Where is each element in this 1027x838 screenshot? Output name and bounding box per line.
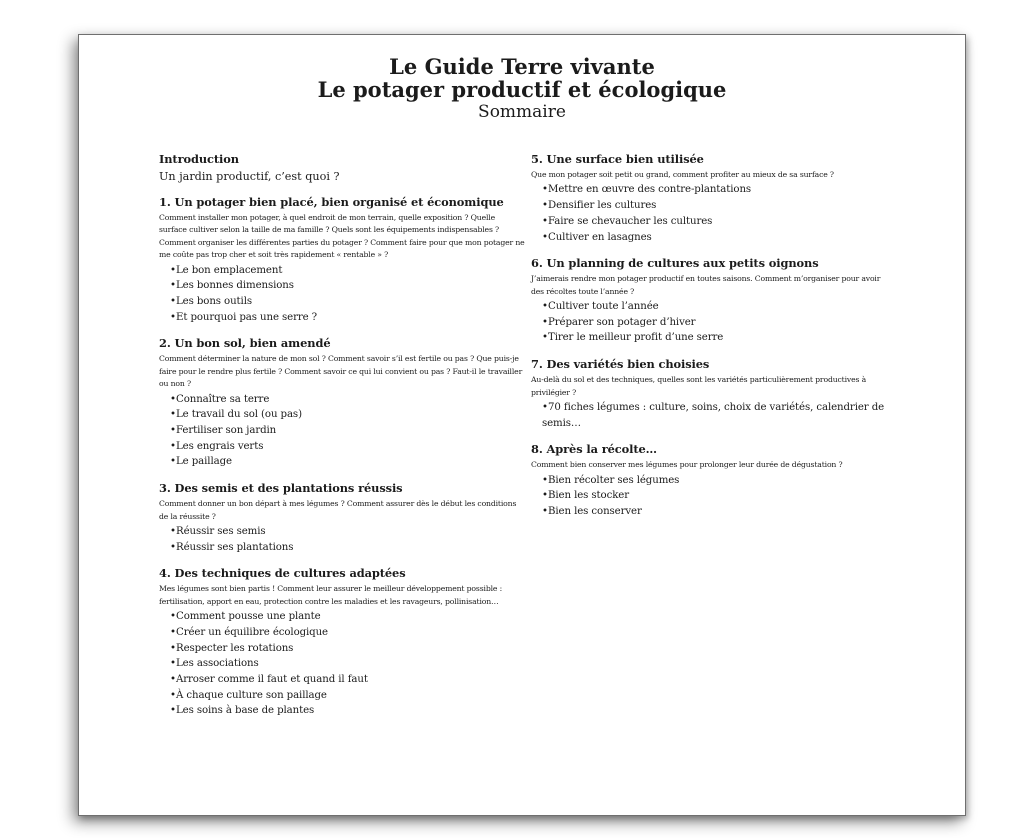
left-column — [159, 152, 525, 730]
section-item-label: Le travail du sol (ou pas) — [176, 409, 302, 421]
section-item-label: Tirer le meilleur profit d’une serre — [548, 332, 724, 344]
section-item — [170, 656, 525, 672]
right-column — [531, 152, 891, 531]
section-item — [170, 294, 525, 310]
section-item — [542, 488, 891, 504]
bullet-icon: • — [170, 642, 176, 654]
bullet-icon: • — [170, 393, 176, 405]
bullet-icon: • — [170, 409, 176, 421]
bullet-icon: • — [542, 231, 548, 243]
section-item-list — [170, 524, 525, 555]
toc-section — [159, 481, 525, 555]
bullet-icon: • — [170, 611, 176, 623]
bullet-icon: • — [170, 264, 176, 276]
section-item — [542, 230, 891, 246]
section-item-label: Bien récolter ses légumes — [548, 474, 680, 486]
section-item — [170, 524, 525, 540]
section-item-label: 70 fiches légumes : culture, soins, choix de variétés, calendrier de semis… — [542, 401, 885, 429]
section-item-label: Bien les conserver — [548, 506, 642, 518]
section-item-list — [542, 299, 891, 346]
section-item-list — [542, 473, 891, 520]
section-description: Mes légumes sont bien partis ! Comment leur assurer le meilleur développement possible : fertilisation, apport en eau, protection contre les maladies et les ravageurs, pollinisation… — [159, 584, 503, 606]
section-item — [170, 609, 525, 625]
section-item-label: Et pourquoi pas une serre ? — [176, 311, 318, 323]
section-item — [542, 299, 891, 315]
section-item — [170, 423, 525, 439]
toc-section — [159, 566, 525, 719]
bullet-icon: • — [542, 184, 548, 196]
section-item — [170, 392, 525, 408]
section-item — [170, 407, 525, 423]
section-title: 7. Des variétés bien choisies — [531, 357, 710, 372]
bullet-icon: • — [542, 474, 548, 486]
section-lead: Un jardin productif, c’est quoi ? — [159, 170, 340, 183]
section-item-label: Fertiliser son jardin — [176, 425, 277, 437]
section-item — [170, 278, 525, 294]
bullet-icon: • — [170, 456, 176, 468]
document-page — [78, 34, 966, 816]
section-item-label: Respecter les rotations — [176, 642, 294, 654]
toc-section — [159, 336, 525, 470]
section-item-list — [542, 182, 891, 245]
section-item-label: Le paillage — [176, 456, 232, 468]
toc-section — [159, 152, 525, 184]
document-subtitle: Sommaire — [478, 102, 566, 122]
bullet-icon: • — [542, 215, 548, 227]
section-item-label: Arroser comme il faut et quand il faut — [176, 674, 368, 686]
section-title: 1. Un potager bien placé, bien organisé et économique — [159, 195, 504, 209]
bullet-icon: • — [170, 689, 176, 701]
bullet-icon: • — [542, 490, 548, 502]
section-description: Comment donner un bon départ à mes légumes ? Comment assurer dès le début les conditions de la réussite ? — [159, 499, 517, 521]
section-item — [542, 198, 891, 214]
section-item — [542, 315, 891, 331]
section-item-list — [170, 392, 525, 471]
section-item — [542, 504, 891, 520]
section-item-list — [542, 400, 891, 431]
section-description: Comment installer mon potager, à quel endroit de mon terrain, quelle exposition ? Quelle surface cultiver selon la taille de ma famille ? Quels sont les équipements indispensables ? Comment organiser les différentes parties du potager ? Comment faire pour que mon potager ne me coûte pas trop cher et soit très rapidement « rentable » ? — [159, 213, 525, 260]
bullet-icon: • — [170, 440, 176, 452]
bullet-icon: • — [542, 332, 548, 344]
section-title: 2. Un bon sol, bien amendé — [159, 336, 331, 351]
bullet-icon: • — [170, 674, 176, 686]
toc-section — [531, 357, 891, 431]
section-item — [542, 214, 891, 230]
toc-section — [531, 256, 891, 346]
section-item-label: Créer un équilibre écologique — [176, 626, 328, 638]
bullet-icon: • — [542, 506, 548, 518]
section-item-label: Les bonnes dimensions — [176, 280, 294, 292]
section-title: 4. Des techniques de cultures adaptées — [159, 566, 406, 581]
section-item-label: Connaître sa terre — [176, 393, 270, 405]
toc-section — [159, 195, 525, 325]
section-item — [170, 454, 525, 470]
document-title-line2: Le potager productif et écologique — [317, 77, 727, 102]
section-title: 6. Un planning de cultures aux petits oignons — [531, 256, 819, 271]
section-title: 3. Des semis et des plantations réussis — [159, 481, 403, 496]
bullet-icon: • — [170, 425, 176, 437]
section-item — [170, 703, 525, 719]
toc-section — [531, 442, 891, 520]
section-item-label: Le bon emplacement — [176, 264, 283, 276]
section-description: Comment bien conserver mes légumes pour prolonger leur durée de dégustation ? — [531, 460, 843, 470]
section-item — [542, 400, 891, 431]
section-item — [170, 310, 525, 326]
section-item-label: Les associations — [176, 658, 259, 670]
bullet-icon: • — [170, 311, 176, 323]
section-item-label: Les engrais verts — [176, 440, 264, 452]
bullet-icon: • — [170, 541, 176, 553]
section-item-label: Cultiver en lasagnes — [548, 231, 652, 243]
bullet-icon: • — [542, 200, 548, 212]
section-item-label: Faire se chevaucher les cultures — [548, 215, 713, 227]
section-item — [542, 473, 891, 489]
section-item-label: Préparer son potager d’hiver — [548, 316, 696, 328]
section-item — [542, 330, 891, 346]
section-description: Que mon potager soit petit ou grand, comment profiter au mieux de sa surface ? — [531, 170, 834, 179]
section-item — [170, 263, 525, 279]
section-item-label: À chaque culture son paillage — [176, 689, 327, 701]
document-title-line1: Le Guide Terre vivante — [389, 54, 655, 79]
section-description: J’aimerais rendre mon potager productif en toutes saisons. Comment m’organiser pour avoir des récoltes toute l’année ? — [531, 274, 881, 296]
section-item-label: Comment pousse une plante — [176, 611, 321, 623]
bullet-icon: • — [170, 296, 176, 308]
section-item — [170, 439, 525, 455]
section-item-label: Mettre en œuvre des contre-plantations — [548, 184, 752, 196]
bullet-icon: • — [170, 525, 176, 537]
bullet-icon: • — [542, 316, 548, 328]
section-item — [170, 625, 525, 641]
section-item-label: Cultiver toute l’année — [548, 301, 659, 313]
bullet-icon: • — [170, 658, 176, 670]
bullet-icon: • — [170, 705, 176, 717]
bullet-icon: • — [170, 626, 176, 638]
section-title: Introduction — [159, 152, 239, 166]
toc-section — [531, 152, 891, 245]
section-title: 5. Une surface bien utilisée — [531, 152, 704, 166]
section-item-label: Densifier les cultures — [548, 200, 657, 212]
section-item — [542, 182, 891, 198]
bullet-icon: • — [542, 301, 548, 313]
section-item-label: Les bons outils — [176, 296, 252, 308]
section-item — [170, 641, 525, 657]
section-title: 8. Après la récolte… — [531, 442, 657, 457]
section-item-list — [170, 263, 525, 326]
section-item — [170, 540, 525, 556]
section-item-label: Réussir ses plantations — [176, 541, 294, 553]
section-description: Au-delà du sol et des techniques, quelles sont les variétés particulièrement productives à privilégier ? — [531, 375, 867, 397]
bullet-icon: • — [170, 280, 176, 292]
document-header — [79, 55, 965, 122]
section-item-label: Réussir ses semis — [176, 525, 266, 537]
section-item-label: Les soins à base de plantes — [176, 705, 315, 717]
bullet-icon: • — [542, 401, 548, 413]
section-item — [170, 688, 525, 704]
section-item-list — [170, 609, 525, 719]
section-description: Comment déterminer la nature de mon sol ? Comment savoir s’il est fertile ou pas ? Que puis-je faire pour le rendre plus fertile ? Comment savoir ce qui lui convient ou pas ? Faut-il le travailler ou non ? — [159, 354, 523, 389]
section-item — [170, 672, 525, 688]
section-item-label: Bien les stocker — [548, 490, 629, 502]
